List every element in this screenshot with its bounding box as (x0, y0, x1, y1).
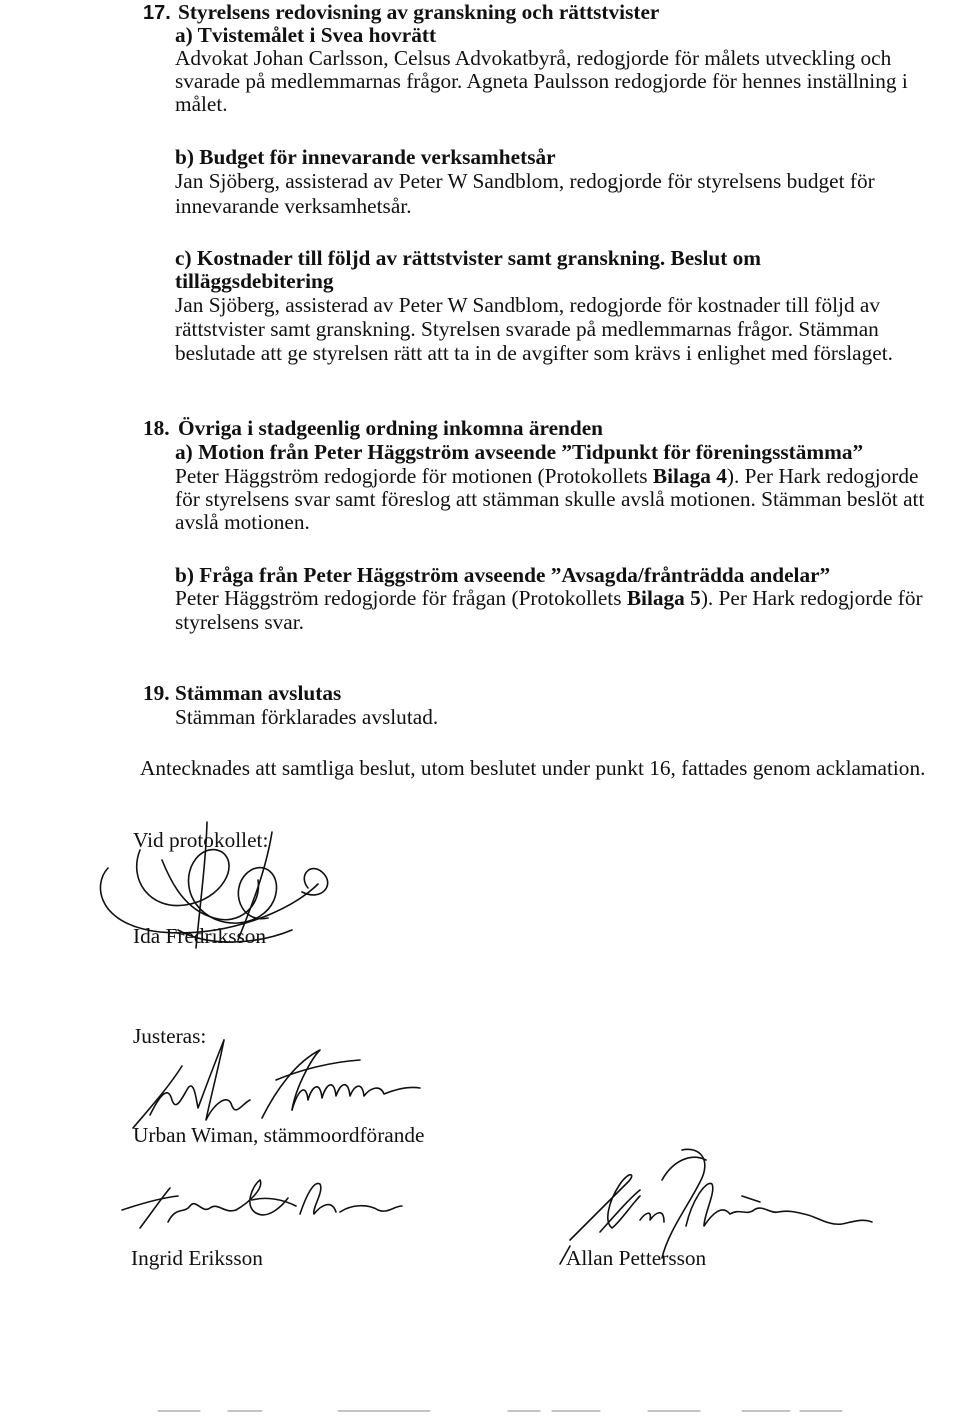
signature-stroke (262, 1050, 320, 1118)
signature-stroke (600, 1190, 640, 1232)
body-line: beslutade att ge styrelsen rätt att ta in de avgifter som krävs i enlighet med förslaget. (175, 341, 893, 365)
signature-stroke (133, 1066, 182, 1128)
signature-stroke (302, 869, 328, 895)
signature-stroke (570, 1175, 640, 1240)
body-text: ). Per Hark redogjorde (726, 464, 919, 488)
signature-stroke (742, 1196, 760, 1202)
item-18-title: Övriga i stadgeenlig ordning inkomna ärenden (178, 416, 604, 440)
item-17b-heading: b) Budget för innevarande verksamhetsår (175, 145, 556, 169)
attachment-reference: Bilaga 5 (626, 586, 701, 610)
item-18a-heading: a) Motion från Peter Häggström avseende ”Tidpunkt för föreningsstämma” (175, 440, 864, 464)
signature-stroke (292, 1085, 420, 1110)
item-17a-heading: a) Tvistemålet i Svea hovrätt (175, 23, 437, 47)
item-19-title: Stämman avslutas (175, 681, 342, 705)
adjuster-1-name: Ingrid Eriksson (131, 1246, 263, 1270)
body-line: svarade på medlemmarnas frågor. Agneta Paulsson redogjorde för hennes inställning i (175, 69, 908, 93)
chair-name: Urban Wiman, stämmoordförande (133, 1123, 425, 1147)
item-18b-heading: b) Fråga från Peter Häggström avseende ”Avsagda/frånträdda andelar” (175, 563, 831, 587)
signature-stroke (276, 1060, 360, 1080)
signature-stroke (640, 1213, 664, 1222)
body-line: innevarande verksamhetsår. (175, 194, 412, 218)
recorder-name: Ida Fredriksson (133, 924, 267, 948)
closing-note: Antecknades att samtliga beslut, utom beslutet under punkt 16, fattades genom acklamation. (140, 756, 926, 780)
item-17c-heading-cont: tilläggsdebitering (175, 269, 334, 293)
signature-stroke (662, 1149, 705, 1258)
signature-stroke (150, 1040, 224, 1115)
body-line (175, 586, 923, 610)
signature-stroke (122, 1196, 178, 1210)
signature-stroke (730, 1208, 872, 1224)
signature-stroke (162, 860, 258, 920)
signature-stroke (206, 1040, 250, 1120)
recorder-label: Vid protokollet: (133, 828, 269, 852)
body-text: Peter Häggström redogjorde för motionen (Protokollets (175, 464, 653, 488)
item-17-number: 17. (143, 2, 171, 24)
item-19-number: 19. (143, 681, 170, 705)
signature-stroke (140, 1188, 170, 1228)
signature-stroke (300, 1183, 336, 1214)
body-line: rättstvister samt granskning. Styrelsen svarade på medlemmarnas frågor. Stämman (175, 317, 879, 341)
item-17c-heading: c) Kostnader till följd av rättstvister samt granskning. Beslut om (175, 246, 762, 270)
signature-stroke (686, 1183, 730, 1226)
body-line (175, 464, 918, 488)
body-line: målet. (175, 92, 228, 116)
body-line: Advokat Johan Carlsson, Celsus Advokatbyrå, redogjorde för målets utveckling och (175, 46, 892, 70)
attachment-reference: Bilaga 4 (652, 464, 727, 488)
signature-chair (133, 1040, 420, 1128)
signature-stroke (662, 1157, 706, 1180)
body-line: Jan Sjöberg, assisterad av Peter W Sandblom, redogjorde för styrelsens budget för (175, 169, 875, 193)
item-18-number: 18. (143, 416, 170, 440)
adjuster-2-name: Allan Pettersson (566, 1246, 707, 1270)
adjusters-label: Justeras: (133, 1024, 207, 1048)
body-line: Stämman förklarades avslutad. (175, 705, 439, 729)
body-line: Jan Sjöberg, assisterad av Peter W Sandblom, redogjorde för kostnader till följd av (175, 293, 881, 317)
body-line: för styrelsens svar samt föreslog att stämman skulle avslå motionen. Stämman beslöt att (175, 487, 925, 511)
body-text: ). Per Hark redogjorde för (700, 586, 923, 610)
signature-stroke (168, 1204, 236, 1222)
body-line: styrelsens svar. (175, 610, 304, 634)
signature-adjuster-1 (122, 1180, 402, 1228)
item-17-title: Styrelsens redovisning av granskning och rättstvister (178, 0, 660, 24)
signature-stroke (340, 1206, 402, 1212)
signature-stroke (137, 850, 277, 924)
signature-stroke (236, 1180, 288, 1215)
signature-stroke (252, 1198, 296, 1206)
body-text: Peter Häggström redogjorde för frågan (Protokollets (175, 586, 627, 610)
body-line: avslå motionen. (175, 510, 310, 534)
